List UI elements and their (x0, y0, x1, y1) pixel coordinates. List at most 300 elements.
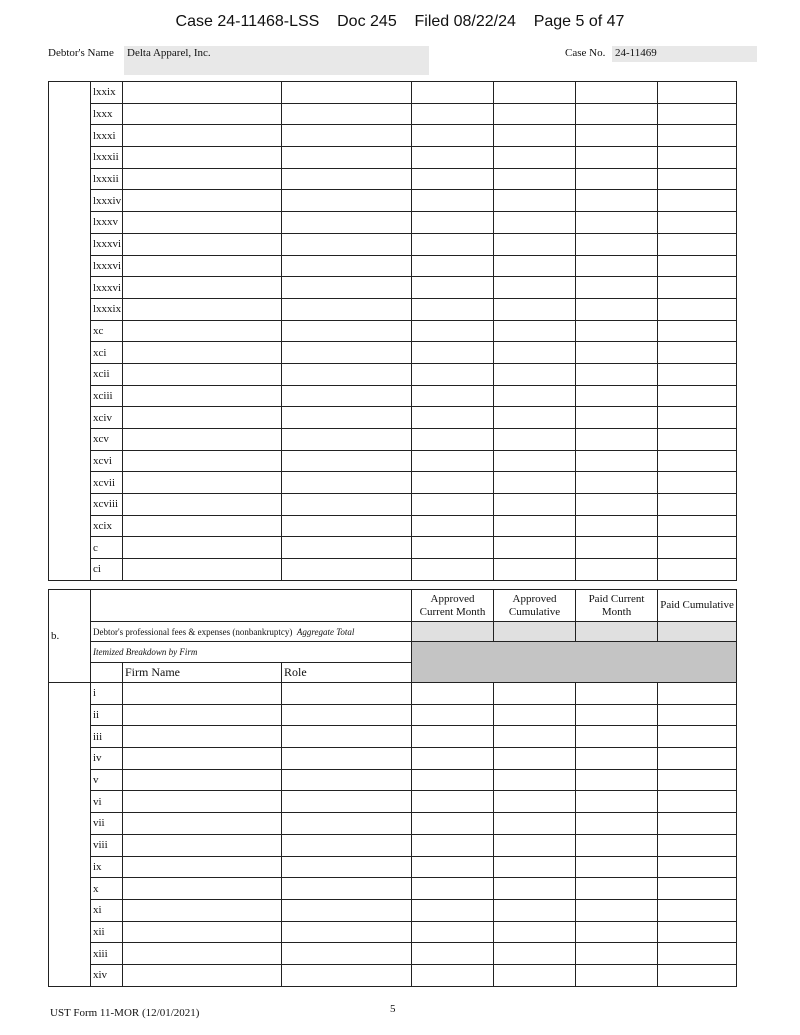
table-row (49, 147, 737, 169)
role-cell[interactable] (282, 298, 412, 320)
role-cell[interactable] (282, 233, 412, 255)
section-cell (49, 683, 91, 987)
page-number: 5 (390, 1003, 396, 1015)
role-cell[interactable] (282, 704, 412, 726)
role-cell[interactable] (282, 943, 412, 965)
amount-cell[interactable] (494, 190, 576, 212)
firm-name-cell[interactable] (123, 964, 282, 986)
amount-cell[interactable] (412, 899, 494, 921)
itemized-label: Itemized Breakdown by Firm (91, 642, 412, 663)
firm-name-cell[interactable] (123, 791, 282, 813)
amount-cell[interactable] (494, 429, 576, 451)
firm-name-cell[interactable] (123, 813, 282, 835)
table-row (49, 943, 737, 965)
case-header: Case 24-11468-LSS Doc 245 Filed 08/22/24 Page 5 of 47 (175, 13, 625, 30)
aggregate-paid-cumulative[interactable] (658, 622, 737, 642)
amount-cell[interactable] (576, 494, 658, 516)
amount-cell[interactable] (658, 363, 737, 385)
row-numeral: lxxxix (91, 298, 123, 320)
amount-cell[interactable] (494, 683, 576, 705)
amount-cell[interactable] (576, 212, 658, 234)
amount-cell[interactable] (576, 298, 658, 320)
amount-cell[interactable] (576, 683, 658, 705)
amount-cell[interactable] (658, 277, 737, 299)
amount-cell[interactable] (412, 856, 494, 878)
amount-cell[interactable] (658, 494, 737, 516)
role-cell[interactable] (282, 726, 412, 748)
table-row (49, 964, 737, 986)
amount-cell[interactable] (658, 559, 737, 581)
role-cell[interactable] (282, 683, 412, 705)
role-cell[interactable] (282, 277, 412, 299)
amount-cell[interactable] (494, 342, 576, 364)
table-row (49, 748, 737, 770)
amount-cell[interactable] (494, 559, 576, 581)
amount-cell[interactable] (576, 472, 658, 494)
table-row (49, 320, 737, 342)
role-cell[interactable] (282, 878, 412, 900)
table-row (49, 472, 737, 494)
amount-cell[interactable] (412, 320, 494, 342)
amount-cell[interactable] (658, 683, 737, 705)
table-row (49, 342, 737, 364)
amount-cell[interactable] (658, 791, 737, 813)
firm-name-cell[interactable] (123, 342, 282, 364)
role-cell[interactable] (282, 856, 412, 878)
amount-cell[interactable] (576, 125, 658, 147)
row-numeral: ix (91, 856, 123, 878)
amount-cell[interactable] (658, 878, 737, 900)
role-cell[interactable] (282, 168, 412, 190)
table-row (49, 856, 737, 878)
table-row (49, 704, 737, 726)
amount-cell[interactable] (576, 921, 658, 943)
amount-cell[interactable] (658, 943, 737, 965)
firm-name-cell[interactable] (123, 878, 282, 900)
row-numeral: lxxxii (91, 168, 123, 190)
role-cell[interactable] (282, 320, 412, 342)
amount-cell[interactable] (576, 450, 658, 472)
row-numeral: lxxxi (91, 125, 123, 147)
firm-name-cell[interactable] (123, 450, 282, 472)
amount-cell[interactable] (412, 363, 494, 385)
role-cell[interactable] (282, 748, 412, 770)
amount-cell[interactable] (576, 255, 658, 277)
firm-name-cell[interactable] (123, 103, 282, 125)
amount-cell[interactable] (658, 212, 737, 234)
firm-name-cell[interactable] (123, 298, 282, 320)
firm-name-cell[interactable] (123, 515, 282, 537)
amount-cell[interactable] (576, 769, 658, 791)
amount-cell[interactable] (658, 103, 737, 125)
amount-cell[interactable] (576, 791, 658, 813)
table-row (49, 385, 737, 407)
amount-cell[interactable] (412, 385, 494, 407)
amount-cell[interactable] (658, 255, 737, 277)
amount-cell[interactable] (412, 82, 494, 104)
row-numeral: lxxxv (91, 212, 123, 234)
amount-cell[interactable] (576, 964, 658, 986)
table-row (49, 683, 737, 705)
role-cell[interactable] (282, 82, 412, 104)
amount-cell[interactable] (576, 856, 658, 878)
amount-cell[interactable] (494, 921, 576, 943)
firm-name-cell[interactable] (123, 212, 282, 234)
amount-cell[interactable] (576, 363, 658, 385)
firm-name-cell[interactable] (123, 168, 282, 190)
amount-cell[interactable] (494, 363, 576, 385)
amount-cell[interactable] (494, 899, 576, 921)
amount-cell[interactable] (412, 748, 494, 770)
section-cell (49, 82, 91, 581)
amount-cell[interactable] (412, 103, 494, 125)
amount-cell[interactable] (494, 320, 576, 342)
table-row (49, 450, 737, 472)
row-numeral: vi (91, 791, 123, 813)
amount-cell[interactable] (494, 212, 576, 234)
amount-cell[interactable] (576, 748, 658, 770)
amount-cell[interactable] (412, 168, 494, 190)
amount-cell[interactable] (412, 233, 494, 255)
role-cell[interactable] (282, 834, 412, 856)
role-cell[interactable] (282, 385, 412, 407)
table-row (49, 168, 737, 190)
role-cell[interactable] (282, 450, 412, 472)
amount-cell[interactable] (494, 103, 576, 125)
table-row (49, 834, 737, 856)
role-cell[interactable] (282, 190, 412, 212)
firm-name-cell[interactable] (123, 255, 282, 277)
role-cell[interactable] (282, 472, 412, 494)
firm-name-cell[interactable] (123, 190, 282, 212)
amount-cell[interactable] (576, 878, 658, 900)
amount-cell[interactable] (576, 277, 658, 299)
row-numeral: xcii (91, 363, 123, 385)
firm-name-cell[interactable] (123, 537, 282, 559)
amount-cell[interactable] (576, 233, 658, 255)
amount-cell[interactable] (412, 921, 494, 943)
amount-cell[interactable] (412, 147, 494, 169)
table-row (49, 277, 737, 299)
amount-cell[interactable] (658, 385, 737, 407)
case-no-field[interactable]: 24-11469 (612, 46, 757, 62)
aggregate-total-label: Debtor's professional fees & expenses (nonbankruptcy) Aggregate Total (91, 622, 412, 642)
row-numeral: xcvii (91, 472, 123, 494)
row-numeral: xc (91, 320, 123, 342)
firm-name-cell[interactable] (123, 899, 282, 921)
amount-cell[interactable] (494, 813, 576, 835)
firm-name-cell[interactable] (123, 472, 282, 494)
amount-cell[interactable] (658, 921, 737, 943)
amount-cell[interactable] (576, 943, 658, 965)
amount-cell[interactable] (412, 212, 494, 234)
amount-cell[interactable] (658, 82, 737, 104)
firm-name-cell[interactable] (123, 683, 282, 705)
amount-cell[interactable] (412, 472, 494, 494)
row-numeral: xcviii (91, 494, 123, 516)
amount-cell[interactable] (494, 407, 576, 429)
amount-cell[interactable] (412, 429, 494, 451)
amount-cell[interactable] (412, 813, 494, 835)
amount-cell[interactable] (494, 255, 576, 277)
amount-cell[interactable] (576, 407, 658, 429)
role-cell[interactable] (282, 791, 412, 813)
row-numeral: xciv (91, 407, 123, 429)
row-numeral: xiii (91, 943, 123, 965)
amount-cell[interactable] (412, 964, 494, 986)
amount-cell[interactable] (412, 515, 494, 537)
amount-cell[interactable] (494, 704, 576, 726)
amount-cell[interactable] (576, 726, 658, 748)
amount-cell[interactable] (494, 726, 576, 748)
amount-cell[interactable] (494, 856, 576, 878)
row-numeral: xcix (91, 515, 123, 537)
firm-name-cell[interactable] (123, 429, 282, 451)
amount-cell[interactable] (658, 726, 737, 748)
table-row (49, 190, 737, 212)
amount-cell[interactable] (412, 255, 494, 277)
amount-cell[interactable] (412, 125, 494, 147)
amount-cell[interactable] (412, 943, 494, 965)
row-numeral: c (91, 537, 123, 559)
firm-name-cell[interactable] (123, 921, 282, 943)
amount-cell[interactable] (576, 813, 658, 835)
table-row (49, 429, 737, 451)
row-numeral: ii (91, 704, 123, 726)
table-row (49, 559, 737, 581)
amount-cell[interactable] (658, 856, 737, 878)
amount-cell[interactable] (576, 385, 658, 407)
amount-cell[interactable] (494, 878, 576, 900)
amount-cell[interactable] (658, 964, 737, 986)
itemized-shaded-block (412, 642, 737, 683)
role-cell[interactable] (282, 899, 412, 921)
aggregate-approved-current[interactable] (412, 622, 494, 642)
firm-name-cell[interactable] (123, 726, 282, 748)
amount-cell[interactable] (658, 450, 737, 472)
amount-cell[interactable] (658, 147, 737, 169)
firm-name-cell[interactable] (123, 704, 282, 726)
table-row (49, 212, 737, 234)
table-row (49, 103, 737, 125)
role-cell[interactable] (282, 407, 412, 429)
amount-cell[interactable] (576, 537, 658, 559)
amount-cell[interactable] (494, 147, 576, 169)
firm-name-cell[interactable] (123, 233, 282, 255)
firm-name-cell[interactable] (123, 385, 282, 407)
amount-cell[interactable] (412, 190, 494, 212)
amount-cell[interactable] (658, 472, 737, 494)
amount-cell[interactable] (658, 320, 737, 342)
role-cell[interactable] (282, 429, 412, 451)
firm-name-cell[interactable] (123, 559, 282, 581)
amount-cell[interactable] (658, 704, 737, 726)
table-row (49, 878, 737, 900)
firm-name-cell[interactable] (123, 856, 282, 878)
amount-cell[interactable] (494, 125, 576, 147)
table-row (49, 125, 737, 147)
amount-cell[interactable] (412, 494, 494, 516)
table-row (49, 769, 737, 791)
firm-name-cell[interactable] (123, 748, 282, 770)
form-id: UST Form 11-MOR (12/01/2021) (50, 1007, 200, 1019)
amount-cell[interactable] (576, 103, 658, 125)
amount-cell[interactable] (658, 537, 737, 559)
amount-cell[interactable] (494, 472, 576, 494)
table-row (49, 494, 737, 516)
row-numeral: lxxx (91, 103, 123, 125)
firm-name-cell[interactable] (123, 769, 282, 791)
amount-cell[interactable] (576, 82, 658, 104)
role-cell[interactable] (282, 537, 412, 559)
blank-cell (91, 663, 123, 683)
blank-header-cell (91, 590, 412, 622)
amount-cell[interactable] (658, 899, 737, 921)
row-numeral: xcv (91, 429, 123, 451)
amount-cell[interactable] (658, 834, 737, 856)
amount-cell[interactable] (576, 320, 658, 342)
amount-cell[interactable] (412, 878, 494, 900)
role-cell[interactable] (282, 363, 412, 385)
firm-name-cell[interactable] (123, 943, 282, 965)
role-cell[interactable] (282, 342, 412, 364)
role-cell[interactable] (282, 255, 412, 277)
amount-cell[interactable] (494, 168, 576, 190)
debtor-name-label: Debtor's Name (48, 47, 114, 59)
firm-name-cell[interactable] (123, 407, 282, 429)
amount-cell[interactable] (412, 298, 494, 320)
row-numeral: viii (91, 834, 123, 856)
firm-name-cell[interactable] (123, 125, 282, 147)
role-cell[interactable] (282, 212, 412, 234)
amount-cell[interactable] (576, 168, 658, 190)
amount-cell[interactable] (494, 769, 576, 791)
amount-cell[interactable] (658, 748, 737, 770)
row-numeral: lxxxvi (91, 277, 123, 299)
amount-cell[interactable] (576, 559, 658, 581)
role-cell[interactable] (282, 813, 412, 835)
role-cell[interactable] (282, 125, 412, 147)
col-header-approved-current: Approved Current Month (412, 590, 494, 622)
amount-cell[interactable] (658, 769, 737, 791)
amount-cell[interactable] (412, 407, 494, 429)
amount-cell[interactable] (658, 233, 737, 255)
amount-cell[interactable] (658, 190, 737, 212)
amount-cell[interactable] (494, 385, 576, 407)
aggregate-approved-cumulative[interactable] (494, 622, 576, 642)
role-cell[interactable] (282, 964, 412, 986)
amount-cell[interactable] (494, 450, 576, 472)
role-cell[interactable] (282, 515, 412, 537)
firm-name-cell[interactable] (123, 277, 282, 299)
amount-cell[interactable] (494, 964, 576, 986)
role-cell[interactable] (282, 103, 412, 125)
table-b (48, 589, 737, 987)
amount-cell[interactable] (658, 125, 737, 147)
firm-name-cell[interactable] (123, 494, 282, 516)
role-cell[interactable] (282, 559, 412, 581)
amount-cell[interactable] (494, 233, 576, 255)
row-numeral: lxxxiv (91, 190, 123, 212)
amount-cell[interactable] (576, 899, 658, 921)
role-cell[interactable] (282, 147, 412, 169)
table-row (49, 537, 737, 559)
firm-name-cell[interactable] (123, 363, 282, 385)
case-no-label: Case No. (565, 47, 606, 59)
amount-cell[interactable] (576, 834, 658, 856)
col-header-paid-cumulative: Paid Cumulative (658, 590, 737, 622)
row-numeral: xii (91, 921, 123, 943)
row-numeral: i (91, 683, 123, 705)
amount-cell[interactable] (494, 82, 576, 104)
amount-cell[interactable] (412, 769, 494, 791)
role-cell[interactable] (282, 921, 412, 943)
debtor-name-field[interactable]: Delta Apparel, Inc. (124, 46, 429, 75)
amount-cell[interactable] (658, 407, 737, 429)
amount-cell[interactable] (494, 748, 576, 770)
amount-cell[interactable] (412, 277, 494, 299)
amount-cell[interactable] (412, 683, 494, 705)
amount-cell[interactable] (494, 537, 576, 559)
amount-cell[interactable] (412, 450, 494, 472)
firm-name-cell[interactable] (123, 320, 282, 342)
amount-cell[interactable] (658, 813, 737, 835)
amount-cell[interactable] (658, 429, 737, 451)
row-numeral: xi (91, 899, 123, 921)
role-cell[interactable] (282, 494, 412, 516)
amount-cell[interactable] (576, 704, 658, 726)
amount-cell[interactable] (494, 791, 576, 813)
section-letter: b. (49, 590, 91, 683)
firm-name-header: Firm Name (123, 663, 282, 683)
amount-cell[interactable] (494, 834, 576, 856)
amount-cell[interactable] (494, 494, 576, 516)
table-row (49, 791, 737, 813)
amount-cell[interactable] (658, 298, 737, 320)
amount-cell[interactable] (494, 515, 576, 537)
firm-name-cell[interactable] (123, 147, 282, 169)
table-row (49, 515, 737, 537)
amount-cell[interactable] (576, 147, 658, 169)
amount-cell[interactable] (494, 943, 576, 965)
aggregate-paid-current[interactable] (576, 622, 658, 642)
table-row (49, 407, 737, 429)
amount-cell[interactable] (412, 537, 494, 559)
amount-cell[interactable] (412, 791, 494, 813)
amount-cell[interactable] (494, 298, 576, 320)
amount-cell[interactable] (412, 834, 494, 856)
role-cell[interactable] (282, 769, 412, 791)
amount-cell[interactable] (412, 704, 494, 726)
row-numeral: lxxxii (91, 147, 123, 169)
col-header-paid-current: Paid Current Month (576, 590, 658, 622)
amount-cell[interactable] (494, 277, 576, 299)
amount-cell[interactable] (576, 515, 658, 537)
firm-name-cell[interactable] (123, 82, 282, 104)
amount-cell[interactable] (658, 515, 737, 537)
amount-cell[interactable] (412, 559, 494, 581)
amount-cell[interactable] (412, 726, 494, 748)
amount-cell[interactable] (412, 342, 494, 364)
amount-cell[interactable] (658, 168, 737, 190)
row-numeral: ci (91, 559, 123, 581)
amount-cell[interactable] (658, 342, 737, 364)
amount-cell[interactable] (576, 190, 658, 212)
firm-name-cell[interactable] (123, 834, 282, 856)
amount-cell[interactable] (576, 342, 658, 364)
table-row (49, 363, 737, 385)
amount-cell[interactable] (576, 429, 658, 451)
